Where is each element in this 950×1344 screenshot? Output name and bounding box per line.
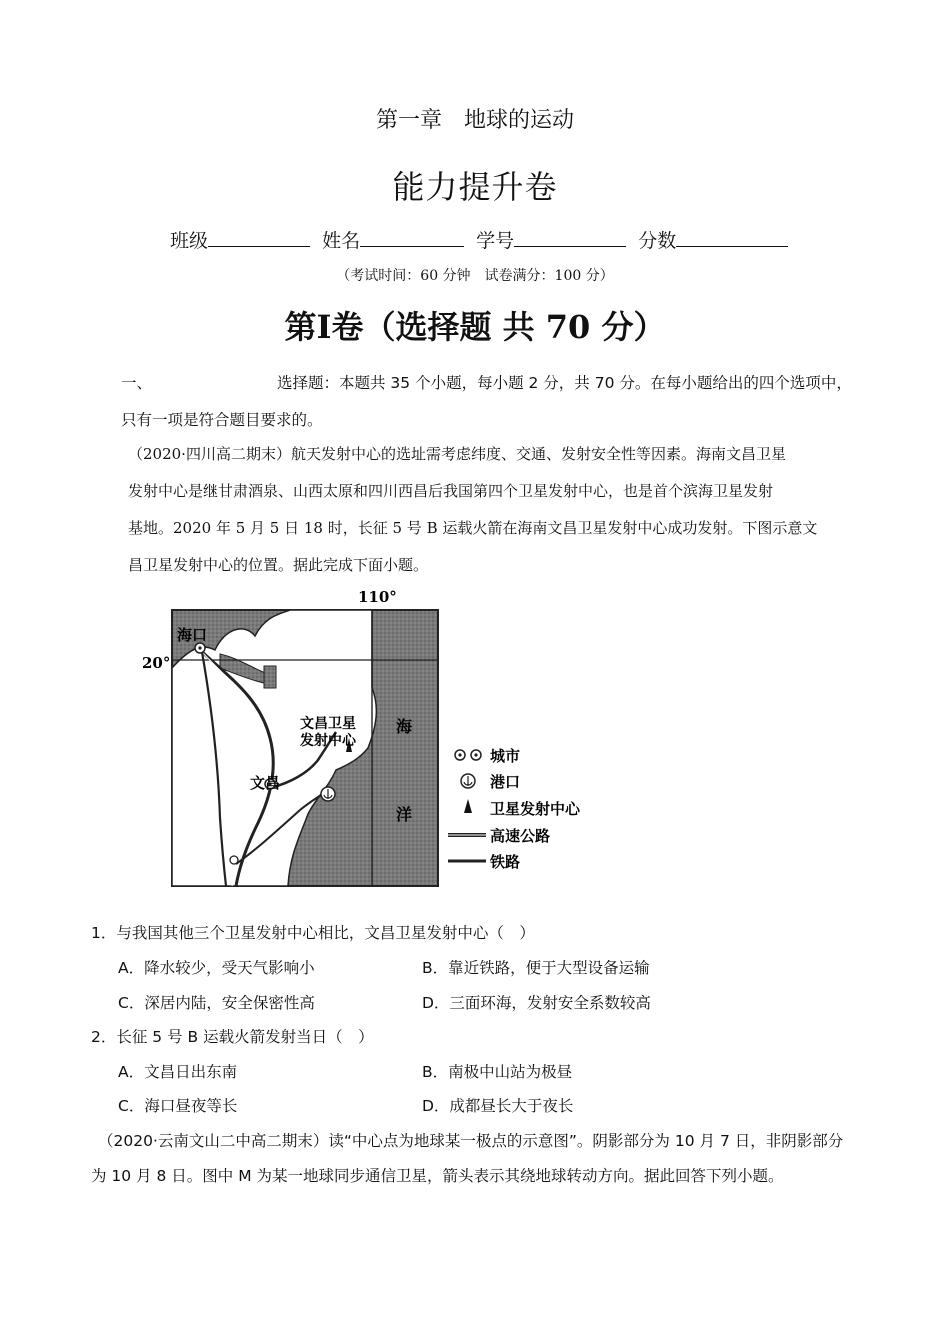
passage1-line1: （2020·四川高二期末）航天发射中心的选址需考虑纬度、交通、发射安全性等因素。海南文昌卫星 <box>128 445 786 463</box>
latitude-label: 20° <box>142 654 171 672</box>
passage1-line4: 昌卫星发射中心的位置。据此完成下面小题。 <box>128 556 429 574</box>
passage1-line3: 基地。2020 年 5 月 5 日 18 时，长征 5 号 B 运载火箭在海南文昌卫星发射中心成功发射。下图示意文 <box>128 519 818 537</box>
question-2-option-b[interactable]: B．南极中山站为极昼 <box>422 1063 573 1081</box>
passage2-line2: 为 10 月 8 日。图中 M 为某一地球同步通信卫星，箭头表示其绕地球转动方向。据此回答下列小题。 <box>91 1167 784 1185</box>
question-1-option-a[interactable]: A．降水较少，受天气影响小 <box>118 959 315 977</box>
haikou-label: 海口 <box>177 626 208 644</box>
legend-highway: 高速公路 <box>490 827 551 845</box>
name-blank <box>360 228 464 247</box>
student-no-blank <box>514 228 626 247</box>
section-intro-line1: 选择题：本题共 35 个小题，每小题 2 分，共 70 分。在每小题给出的四个选项中， <box>277 374 852 392</box>
page-title: 能力提升卷 <box>392 168 558 206</box>
sea-label-1: 海 <box>396 717 413 736</box>
question-2-option-c[interactable]: C．海口昼夜等长 <box>118 1097 238 1115</box>
map-legend <box>448 747 581 871</box>
student-no-label: 学号 <box>476 230 515 252</box>
section-intro-line2: 只有一项是符合题目要求的。 <box>121 411 323 429</box>
question-1-option-b[interactable]: B．靠近铁路，便于大型设备运输 <box>422 959 650 977</box>
longitude-label: 110° <box>358 588 397 606</box>
question-1-stem: 1．与我国其他三个卫星发射中心相比，文昌卫星发射中心（ ） <box>91 924 535 942</box>
passage1-line2: 发射中心是继甘肃酒泉、山西太原和四川西昌后我国第四个卫星发射中心，也是首个滨海卫星发射 <box>128 482 774 500</box>
wenchang-label: 文昌 <box>250 774 281 792</box>
name-label: 姓名 <box>322 230 361 252</box>
part-title: 第Ⅰ卷（选择题 共 70 分） <box>284 308 666 346</box>
legend-city: 城市 <box>490 747 521 765</box>
question-2-option-d[interactable]: D．成都昼长大于夜长 <box>422 1097 574 1115</box>
exam-info: （考试时间：60 分钟 试卷满分：100 分） <box>336 268 614 284</box>
chapter-title: 第一章 地球的运动 <box>375 108 574 133</box>
class-label: 班级 <box>170 230 209 252</box>
launch-center-label-1: 文昌卫星 <box>300 716 356 732</box>
section-number: 一、 <box>121 374 153 392</box>
launch-center-label-2: 发射中心 <box>300 733 356 749</box>
sea-label-2: 洋 <box>396 805 413 824</box>
legend-railway: 铁路 <box>490 853 521 871</box>
question-1-option-d[interactable]: D．三面环海，发射安全系数较高 <box>422 994 651 1012</box>
question-2-stem: 2．长征 5 号 B 运载火箭发射当日（ ） <box>91 1028 374 1046</box>
legend-port: 港口 <box>490 773 521 791</box>
passage2-line1: （2020·云南文山二中高二期末）读“中心点为地球某一极点的示意图”。阴影部分为 10 月 7 日，非阴影部分 <box>98 1132 844 1150</box>
student-info-line <box>170 226 794 253</box>
question-2-option-a[interactable]: A．文昌日出东南 <box>118 1063 238 1081</box>
wenchang-map-figure <box>140 588 610 893</box>
score-label: 分数 <box>638 230 677 252</box>
legend-launch-center: 卫星发射中心 <box>490 800 581 818</box>
question-1-option-c[interactable]: C．深居内陆，安全保密性高 <box>118 994 315 1012</box>
class-blank <box>208 228 310 247</box>
score-blank <box>676 228 788 247</box>
